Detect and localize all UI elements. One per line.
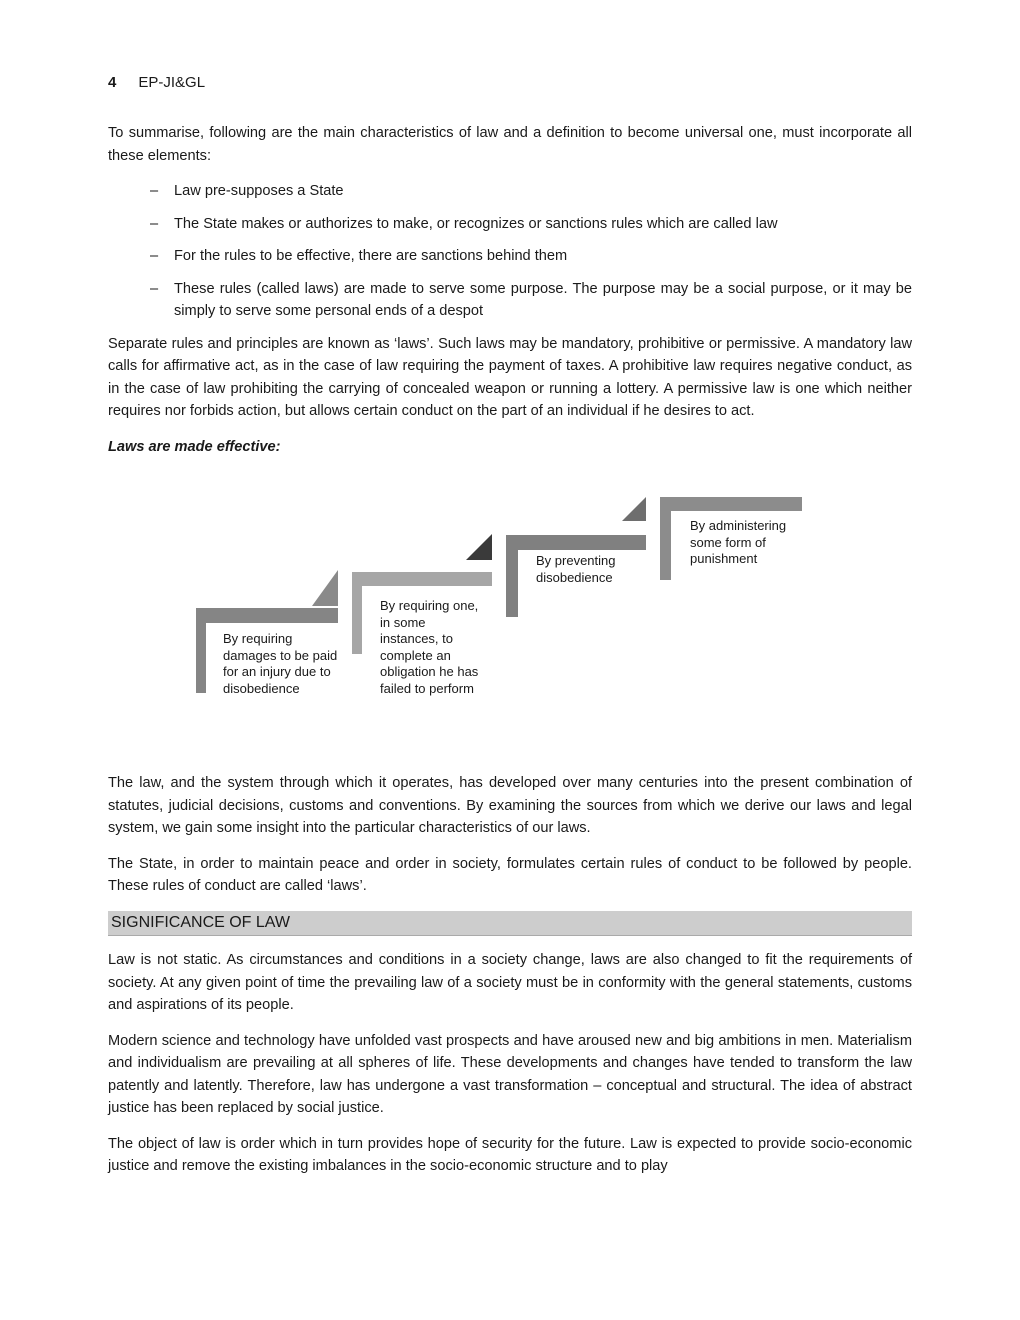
step-2-post	[352, 572, 362, 654]
step-4-text: By administering some form of punishment	[690, 518, 787, 567]
list-item: – For the rules to be effective, there are sanctions behind them	[150, 245, 912, 268]
step-2-bar	[352, 572, 492, 586]
intro-paragraph: To summarise, following are the main characteristics of law and a definition to become universal one, must incorporate all these elements:	[108, 125, 912, 164]
step-1-arrow-icon	[312, 570, 338, 606]
running-header	[108, 74, 205, 91]
step-4-post	[660, 497, 671, 580]
list-item: – The State makes or authorizes to make, or recognizes or sanctions rules which are called law	[150, 213, 912, 236]
section-heading: SIGNIFICANCE OF LAW	[108, 911, 912, 937]
subheading: Laws are made effective:	[108, 438, 281, 455]
paragraph: Law is not static. As circumstances and conditions in a society change, laws are also changed to fit the requirements of society. At any given point of time the prevailing law of a society must be in conformity with the general statements, customs and aspirations of its people.	[108, 952, 912, 1013]
body-top	[108, 122, 912, 471]
step-3-arrow-icon	[622, 497, 646, 521]
step-1-bar	[196, 608, 338, 623]
header-code: EP-JI&GL	[138, 74, 206, 91]
paragraph: The object of law is order which in turn provides hope of security for the future. Law is expected to provide socio-economic justice and remove the existing imbalances in the socio-economic structure and to play	[108, 1135, 912, 1174]
page-number: 4	[108, 74, 117, 91]
step-1-text: By requiring damages to be paid for an injury due to disobedience	[223, 631, 338, 696]
step-3-text: By preventing disobedience	[536, 553, 616, 585]
step-3-bar	[506, 535, 646, 550]
paragraph: The law, and the system through which it operates, has developed over many centuries into the present combination of statutes, judicial decisions, customs and conventions. By examining the sources from which we derive our laws and legal system, we gain some insight into the particular characteristics of our laws.	[108, 775, 912, 836]
body-bottom	[108, 772, 912, 1191]
characteristics-list	[108, 180, 912, 323]
list-item: – These rules (called laws) are made to serve some purpose. The purpose may be a social purpose, or it may be simply to serve some personal ends of a despot	[150, 278, 912, 323]
step-3-post	[506, 535, 518, 617]
list-item: – Law pre-supposes a State	[150, 180, 912, 203]
step-2-text: By requiring one, in some instances, to complete an obligation he has failed to perform	[380, 598, 479, 696]
step-4-bar	[660, 497, 802, 511]
step-1-post	[196, 608, 206, 693]
laws-types-paragraph: Separate rules and principles are known as ‘laws’. Such laws may be mandatory, prohibitive or permissive. A mandatory law calls for affirmative act, as in the case of law requiring the payment of taxes. A prohibitive law requires negative conduct, as in the case of law prohibiting the carrying of concealed weapon or running a lottery. A permissive law is one which neither requires nor forbids action, but allows certain conduct on the part of an individual if he desires to act.	[108, 335, 912, 419]
step-2-arrow-icon	[466, 534, 492, 560]
paragraph: Modern science and technology have unfolded vast prospects and have aroused new and big ambitions in men. Materialism and individualism are prevailing at all spheres of life. These developments and changes have tended to transform the law patently and latently. Therefore, law has undergone a vast transformation – conceptual and structural. The idea of abstract justice has been replaced by social justice.	[108, 1032, 912, 1116]
paragraph: The State, in order to maintain peace and order in society, formulates certain rules of conduct to be followed by people. These rules of conduct are called ‘laws’.	[108, 855, 912, 894]
